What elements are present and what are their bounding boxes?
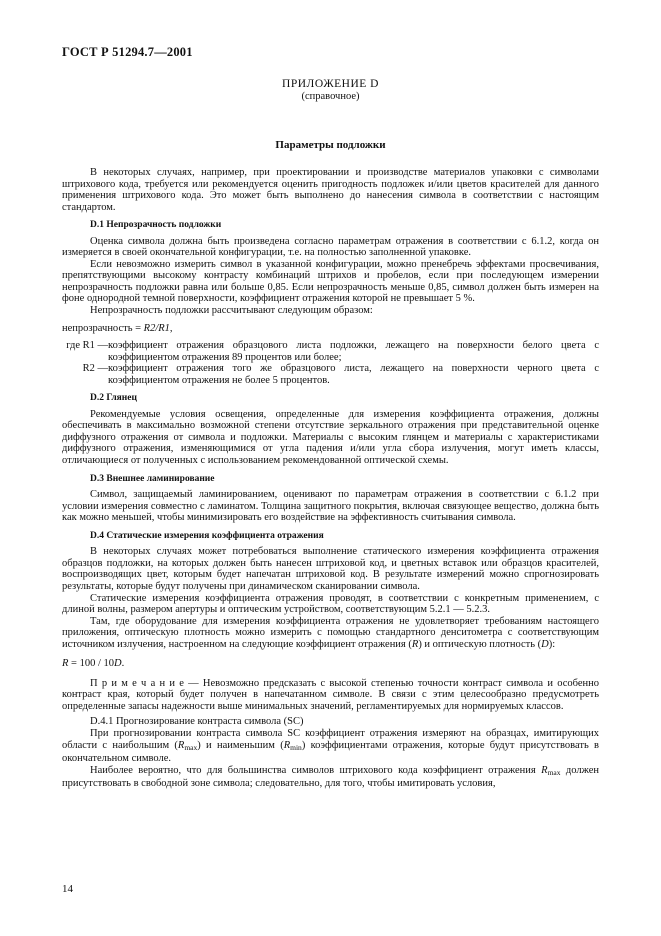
section-d1-heading: D.1 Непрозрачность подложки [90,220,222,231]
document-body [62,167,599,790]
d1-paragraph-2: Если невозможно измерить символ в указанной конфигурации, можно пренебречь эффектами просвечивания, препятствующими высокому контрасту комбинаций штрихов и пробелов, если при последующем измерении непрозрачность подложки равна или больше 0,85. Если непрозрачность меньше 0,85, символ должен быть измерен на фоне однородной темной поверхности, коэффициент отражения которой не превышает 5 %. [62,258,599,305]
appendix-label: ПРИЛОЖЕНИЕ D [282,78,379,90]
d41-p1-part-a: При прогнозировании контраста символа SC коэффициент отражения измеряют на образцах, имитирующих области с наибольшим ( [62,727,599,751]
intro-paragraph: В некоторых случаях, например, при проектировании и производстве материалов упаковки с символами штрихового кода, требуется или рекомендуется оценить пригодность подложек и/или цветов красителей для данного применения штрихового кода. Это может быть выполнено до нанесения символа в соответствии с настоящим стандартом. [62,167,599,213]
rmax-symbol-2-r: R [541,764,548,776]
definition-r2-text: коэффициент отражения того же образцового листа, лежащего на поверхности черного цвета с коэффициентом отражения не более 5 процентов. [108,363,599,386]
note-paragraph [62,678,599,713]
page-number: 14 [62,883,73,895]
density-formula [62,658,599,670]
d41-paragraph-2 [62,765,599,790]
definition-r1-label: где R1 — [66,340,108,352]
opacity-formula-rhs: R2/R1, [143,322,173,334]
opacity-formula-lhs: непрозрачность = [62,322,144,334]
density-formula-end: . [121,658,125,670]
appendix-status: (справочное) [301,91,360,102]
d4-p3-symbol-r: R [411,638,419,650]
d4-paragraph-3 [62,616,599,651]
rmin-symbol-sub: min [290,742,302,752]
definition-r1-text: коэффициент отражения образцового листа подложки, лежащего на поверхности белого цвета с коэффициентом отражения 89 процентов или более; [108,340,599,363]
note-text: — Невозможно предсказать с высокой степенью точности контраст символа и особенно контраст края, который будет получен в напечатанном символе. В связи с этим целесообразно предусмотреть определенные запасы надежности выше минимальных значений, регламентируемых для нормируемых классов. [62,677,599,712]
d4-p3-part-a: Там, где оборудование для измерения коэффициента отражения не удовлетворяет требованиям настоящего приложения, оптическую плотность можно измерить с помощью стандартного денситометра с соответствующим источником излучения, настроенном на следующие коэффициент отражения ( [62,615,599,650]
d1-paragraph-3: Непрозрачность подложки рассчитывают следующим образом: [90,305,373,317]
rmax-symbol-sub: max [184,742,198,752]
section-d4-heading: D.4 Статические измерения коэффициента отражения [90,530,324,541]
standard-header: ГОСТ Р 51294.7—2001 [62,45,193,59]
definition-r1 [62,340,599,363]
d4-p3-part-b: ) и оптическую плотность ( [418,638,542,650]
definition-r2 [62,363,599,386]
d41-paragraph-1 [62,728,599,765]
d4-paragraph-2: Статические измерения коэффициента отражения проводят, в соответствии с конкретным применением, с длиной волны, размером апертуры и оптическим устройством, соответствующим 5.2.1 — 5.2.3. [62,592,599,616]
d4-paragraph-1: В некоторых случаях может потребоваться выполнение статического измерения коэффициента отражения образцов подложки, на которых должен быть нанесен штриховой код, и цветных вставок или образцов красителей, воспроизводящих цвет, которым будет напечатан штриховой код. В результате измерений можно спрогнозировать результаты, которые будут получены при динамическом сканировании символа. [62,546,599,592]
d41-p1-part-b: ) и наименьшим ( [197,739,284,751]
section-d3-heading: D.3 Внешнее ламинирование [90,473,215,484]
rmax-symbol-r: R [177,739,185,751]
note-label: П р и м е ч а н и е [90,677,184,689]
rmax-symbol [178,740,197,751]
d4-p3-symbol-d: D [541,638,549,650]
d4-p3-part-c: ): [548,638,556,650]
variable-definitions [62,340,599,386]
rmin-symbol-r: R [283,739,291,751]
d41-p2-part-a: Наиболее вероятно, что для большинства символов штрихового кода коэффициент отражения [90,764,542,776]
rmin-symbol [284,740,302,751]
rmax-symbol-2-sub: max [547,767,561,777]
density-formula-r: R [62,658,69,670]
density-formula-d: D [114,658,122,670]
density-formula-mid: = 100 / 10 [68,658,115,670]
d41-p2-part-b: должен присутствовать в свободной зоне символа; следовательно, для того, чтобы имитировать условия, [62,764,599,790]
opacity-formula [62,323,599,335]
d2-paragraph-1: Рекомендуемые условия освещения, определенные для измерения коэффициента отражения, должны обеспечивать в максимально возможной степени отсутствие зеркального отражения при представительной оценке диффузного отражения от символа и подложки. Материалы с высоким глянцем и материалы с характеристиками диффузного отражения, изменяющимися от угла падения и/или угла сбора излучения, могут иметь классы, отличающиеся от полученных с использованием рекомендованной оптической схемы. [62,408,599,467]
d41-p1-part-c: ) коэффициентами отражения, которые будут присутствовать в окончательном символе. [62,739,599,765]
d3-paragraph-1: Символ, защищаемый ламинированием, оценивают по параметрам отражения в соответствии с 6.1.2 при условии измерения совместно с ламинатом. Толщина защитного покрытия, включая связующее вещество, должна быть как можно меньшей, чтобы минимизировать его воздействие на эффективность считывания символа. [62,489,599,524]
page-title: Параметры подложки [275,139,386,151]
rmax-symbol-2 [541,765,560,776]
subsection-d41-heading: D.4.1 Прогнозирование контраста символа (SC) [90,716,304,728]
definition-r2-label: R2 — [82,363,108,375]
section-d2-heading: D.2 Глянец [90,393,137,404]
d1-paragraph-1: Оценка символа должна быть произведена согласно параметрам отражения в соответствии с 6.1.2, когда он измеряется в своей окончательной конфигурации, т.е. на полностью заполненной упаковке. [62,235,599,259]
